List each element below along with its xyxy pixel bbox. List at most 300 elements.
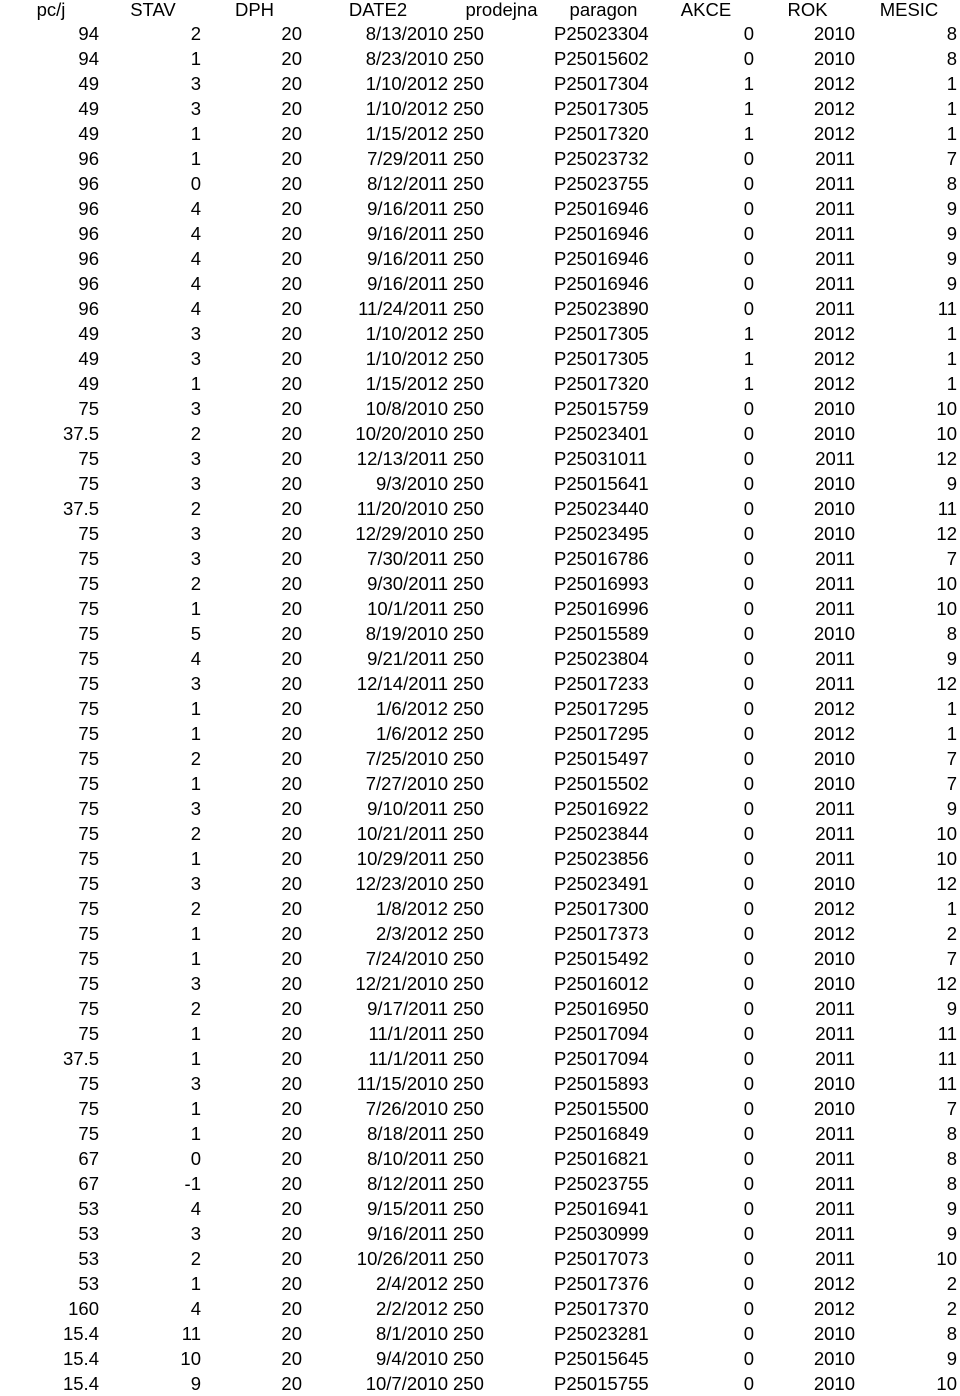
header-date2[interactable]: DATE2	[348, 0, 408, 20]
cell-stav[interactable]: 3	[190, 1223, 201, 1244]
cell-stav[interactable]: 11	[181, 1323, 201, 1344]
cell-dph[interactable]: 20	[281, 1273, 302, 1294]
cell-pcj[interactable]: 75	[78, 948, 99, 969]
cell-paragon[interactable]: P25031011	[554, 448, 648, 469]
cell-rok[interactable]: 2011	[815, 248, 855, 269]
cell-stav[interactable]: 1	[190, 848, 201, 869]
cell-paragon[interactable]: P25030999	[554, 1223, 649, 1244]
cell-akce[interactable]: 0	[743, 23, 754, 44]
cell-rok[interactable]: 2010	[813, 873, 855, 894]
cell-stav[interactable]: 3	[190, 523, 201, 544]
cell-date2[interactable]: 1/10/2012	[365, 323, 448, 344]
cell-paragon[interactable]: P25023732	[554, 148, 649, 169]
cell-pcj[interactable]: 75	[78, 923, 99, 944]
cell-pcj[interactable]: 96	[78, 198, 99, 219]
cell-mesic[interactable]: 8	[946, 1323, 957, 1344]
cell-dph[interactable]: 20	[281, 598, 302, 619]
cell-date2[interactable]: 2/4/2012	[375, 1273, 448, 1294]
cell-stav[interactable]: 1	[190, 948, 201, 969]
cell-dph[interactable]: 20	[281, 1348, 302, 1369]
cell-rok[interactable]: 2010	[813, 1348, 855, 1369]
cell-paragon[interactable]: P25015492	[554, 948, 649, 969]
cell-rok[interactable]: 2012	[813, 698, 855, 719]
cell-akce[interactable]: 0	[743, 298, 754, 319]
cell-paragon[interactable]: P25017233	[554, 673, 649, 694]
cell-dph[interactable]: 20	[281, 523, 302, 544]
cell-pcj[interactable]: 15.4	[62, 1373, 99, 1394]
cell-mesic[interactable]: 11	[937, 1048, 957, 1069]
cell-prodejna[interactable]: 250	[453, 1123, 484, 1144]
cell-date2[interactable]: 1/15/2012	[365, 123, 448, 144]
cell-paragon[interactable]: P25015645	[554, 1348, 649, 1369]
cell-prodejna[interactable]: 250	[453, 48, 484, 69]
cell-pcj[interactable]: 49	[78, 98, 99, 119]
cell-dph[interactable]: 20	[281, 1373, 302, 1394]
cell-mesic[interactable]: 9	[946, 273, 957, 294]
cell-paragon[interactable]: P25023755	[554, 1173, 649, 1194]
cell-akce[interactable]: 0	[743, 848, 754, 869]
cell-stav[interactable]: 0	[190, 173, 201, 194]
cell-dph[interactable]: 20	[281, 298, 302, 319]
cell-dph[interactable]: 20	[281, 923, 302, 944]
cell-dph[interactable]: 20	[281, 873, 302, 894]
cell-paragon[interactable]: P25016950	[554, 998, 649, 1019]
cell-paragon[interactable]: P25017373	[554, 923, 649, 944]
cell-rok[interactable]: 2010	[813, 48, 855, 69]
cell-pcj[interactable]: 49	[78, 323, 99, 344]
cell-date2[interactable]: 8/12/2011	[367, 1173, 448, 1194]
cell-stav[interactable]: 4	[190, 648, 201, 669]
cell-date2[interactable]: 12/13/2011	[356, 448, 448, 469]
cell-mesic[interactable]: 1	[946, 348, 957, 369]
cell-paragon[interactable]: P25023281	[554, 1323, 649, 1344]
cell-dph[interactable]: 20	[281, 1198, 302, 1219]
cell-paragon[interactable]: P25016786	[554, 548, 649, 569]
cell-mesic[interactable]: 8	[946, 23, 957, 44]
cell-date2[interactable]: 7/25/2010	[365, 748, 448, 769]
cell-mesic[interactable]: 2	[946, 923, 957, 944]
header-mesic[interactable]: MESIC	[879, 0, 939, 20]
cell-prodejna[interactable]: 250	[453, 148, 484, 169]
cell-prodejna[interactable]: 250	[453, 123, 484, 144]
cell-rok[interactable]: 2011	[815, 998, 855, 1019]
cell-stav[interactable]: 1	[190, 1273, 201, 1294]
cell-paragon[interactable]: P25016012	[554, 973, 649, 994]
cell-akce[interactable]: 0	[743, 1123, 754, 1144]
cell-rok[interactable]: 2012	[813, 1273, 855, 1294]
cell-mesic[interactable]: 7	[946, 948, 957, 969]
cell-date2[interactable]: 9/21/2011	[367, 648, 448, 669]
cell-rok[interactable]: 2012	[813, 923, 855, 944]
cell-stav[interactable]: 3	[190, 398, 201, 419]
cell-rok[interactable]: 2010	[813, 473, 855, 494]
cell-dph[interactable]: 20	[281, 448, 302, 469]
cell-akce[interactable]: 1	[743, 323, 754, 344]
cell-prodejna[interactable]: 250	[453, 948, 484, 969]
cell-pcj[interactable]: 53	[78, 1273, 99, 1294]
cell-mesic[interactable]: 12	[936, 673, 957, 694]
cell-date2[interactable]: 7/29/2011	[367, 148, 448, 169]
cell-mesic[interactable]: 9	[946, 1348, 957, 1369]
cell-date2[interactable]: 2/2/2012	[375, 1298, 448, 1319]
cell-dph[interactable]: 20	[281, 48, 302, 69]
cell-stav[interactable]: 1	[190, 123, 201, 144]
cell-mesic[interactable]: 1	[946, 323, 957, 344]
cell-mesic[interactable]: 1	[946, 373, 957, 394]
cell-prodejna[interactable]: 250	[453, 648, 484, 669]
cell-date2[interactable]: 9/16/2011	[367, 198, 448, 219]
cell-paragon[interactable]: P25016941	[554, 1198, 649, 1219]
cell-date2[interactable]: 8/13/2010	[365, 23, 448, 44]
cell-date2[interactable]: 7/24/2010	[365, 948, 448, 969]
cell-pcj[interactable]: 96	[78, 273, 99, 294]
cell-stav[interactable]: 2	[190, 998, 201, 1019]
cell-rok[interactable]: 2010	[813, 748, 855, 769]
cell-paragon[interactable]: P25016946	[554, 223, 649, 244]
cell-stav[interactable]: 4	[190, 248, 201, 269]
cell-akce[interactable]: 0	[743, 498, 754, 519]
cell-paragon[interactable]: P25023401	[554, 423, 649, 444]
cell-pcj[interactable]: 75	[78, 648, 99, 669]
cell-akce[interactable]: 0	[743, 1298, 754, 1319]
cell-date2[interactable]: 9/30/2011	[367, 573, 448, 594]
cell-mesic[interactable]: 9	[946, 198, 957, 219]
cell-date2[interactable]: 8/10/2011	[367, 1148, 448, 1169]
cell-paragon[interactable]: P25016946	[554, 198, 649, 219]
cell-rok[interactable]: 2011	[815, 198, 855, 219]
cell-dph[interactable]: 20	[281, 23, 302, 44]
header-akce[interactable]: AKCE	[680, 0, 732, 20]
cell-dph[interactable]: 20	[281, 173, 302, 194]
cell-dph[interactable]: 20	[281, 323, 302, 344]
cell-pcj[interactable]: 96	[78, 148, 99, 169]
cell-stav[interactable]: 2	[190, 423, 201, 444]
cell-paragon[interactable]: P25023844	[554, 823, 649, 844]
cell-akce[interactable]: 0	[743, 548, 754, 569]
cell-pcj[interactable]: 75	[78, 598, 99, 619]
cell-rok[interactable]: 2011	[815, 273, 855, 294]
cell-mesic[interactable]: 9	[946, 1223, 957, 1244]
cell-akce[interactable]: 0	[743, 598, 754, 619]
cell-date2[interactable]: 7/30/2011	[367, 548, 448, 569]
cell-rok[interactable]: 2012	[813, 723, 855, 744]
cell-akce[interactable]: 0	[743, 1048, 754, 1069]
cell-date2[interactable]: 12/23/2010	[355, 873, 448, 894]
cell-akce[interactable]: 0	[743, 873, 754, 894]
cell-prodejna[interactable]: 250	[453, 473, 484, 494]
cell-akce[interactable]: 0	[743, 923, 754, 944]
cell-stav[interactable]: 1	[190, 148, 201, 169]
cell-rok[interactable]: 2012	[813, 73, 855, 94]
cell-date2[interactable]: 10/20/2010	[355, 423, 448, 444]
cell-prodejna[interactable]: 250	[453, 623, 484, 644]
cell-stav[interactable]: 1	[190, 1023, 201, 1044]
cell-paragon[interactable]: P25017304	[554, 73, 649, 94]
cell-paragon[interactable]: P25015641	[554, 473, 649, 494]
cell-paragon[interactable]: P25015893	[554, 1073, 649, 1094]
cell-pcj[interactable]: 75	[78, 973, 99, 994]
cell-paragon[interactable]: P25015589	[554, 623, 649, 644]
cell-akce[interactable]: 0	[743, 1273, 754, 1294]
cell-dph[interactable]: 20	[281, 773, 302, 794]
cell-mesic[interactable]: 2	[946, 1273, 957, 1294]
cell-prodejna[interactable]: 250	[453, 1298, 484, 1319]
cell-paragon[interactable]: P25023491	[554, 873, 649, 894]
cell-pcj[interactable]: 49	[78, 373, 99, 394]
cell-akce[interactable]: 0	[743, 1248, 754, 1269]
cell-akce[interactable]: 0	[743, 973, 754, 994]
cell-rok[interactable]: 2011	[815, 298, 855, 319]
cell-akce[interactable]: 0	[743, 473, 754, 494]
cell-paragon[interactable]: P25017320	[554, 373, 649, 394]
cell-stav[interactable]: 3	[190, 448, 201, 469]
cell-dph[interactable]: 20	[281, 1323, 302, 1344]
cell-akce[interactable]: 0	[743, 823, 754, 844]
cell-akce[interactable]: 0	[743, 898, 754, 919]
cell-prodejna[interactable]: 250	[453, 248, 484, 269]
cell-mesic[interactable]: 9	[946, 223, 957, 244]
cell-paragon[interactable]: P25023755	[554, 173, 649, 194]
cell-date2[interactable]: 1/10/2012	[365, 73, 448, 94]
cell-rok[interactable]: 2011	[815, 673, 855, 694]
cell-dph[interactable]: 20	[281, 648, 302, 669]
cell-dph[interactable]: 20	[281, 1223, 302, 1244]
cell-pcj[interactable]: 75	[78, 523, 99, 544]
cell-paragon[interactable]: P25016849	[554, 1123, 649, 1144]
cell-rok[interactable]: 2011	[815, 848, 855, 869]
cell-date2[interactable]: 9/15/2011	[367, 1198, 448, 1219]
cell-stav[interactable]: 3	[190, 98, 201, 119]
cell-pcj[interactable]: 75	[78, 448, 99, 469]
cell-date2[interactable]: 9/16/2011	[367, 1223, 448, 1244]
cell-date2[interactable]: 10/26/2011	[356, 1248, 448, 1269]
cell-mesic[interactable]: 9	[946, 1198, 957, 1219]
cell-paragon[interactable]: P25017094	[554, 1023, 649, 1044]
cell-mesic[interactable]: 2	[946, 1298, 957, 1319]
cell-prodejna[interactable]: 250	[453, 273, 484, 294]
cell-mesic[interactable]: 8	[946, 1123, 957, 1144]
cell-pcj[interactable]: 75	[78, 998, 99, 1019]
header-dph[interactable]: DPH	[234, 0, 275, 20]
cell-akce[interactable]: 0	[743, 1198, 754, 1219]
cell-prodejna[interactable]: 250	[453, 1073, 484, 1094]
cell-paragon[interactable]: P25016993	[554, 573, 649, 594]
cell-prodejna[interactable]: 250	[453, 1173, 484, 1194]
cell-paragon[interactable]: P25023495	[554, 523, 649, 544]
cell-pcj[interactable]: 75	[78, 748, 99, 769]
cell-pcj[interactable]: 49	[78, 348, 99, 369]
cell-dph[interactable]: 20	[281, 398, 302, 419]
cell-akce[interactable]: 1	[743, 73, 754, 94]
cell-pcj[interactable]: 96	[78, 223, 99, 244]
cell-date2[interactable]: 12/21/2010	[355, 973, 448, 994]
cell-prodejna[interactable]: 250	[453, 673, 484, 694]
cell-mesic[interactable]: 11	[937, 498, 957, 519]
cell-date2[interactable]: 1/15/2012	[365, 373, 448, 394]
cell-akce[interactable]: 0	[743, 1348, 754, 1369]
cell-paragon[interactable]: P25017305	[554, 348, 649, 369]
cell-prodejna[interactable]: 250	[453, 323, 484, 344]
header-prodejna[interactable]: prodejna	[465, 0, 538, 20]
cell-prodejna[interactable]: 250	[453, 748, 484, 769]
cell-mesic[interactable]: 12	[936, 448, 957, 469]
cell-mesic[interactable]: 9	[946, 648, 957, 669]
cell-akce[interactable]: 0	[743, 523, 754, 544]
cell-mesic[interactable]: 8	[946, 1173, 957, 1194]
cell-date2[interactable]: 9/4/2010	[375, 1348, 448, 1369]
cell-dph[interactable]: 20	[281, 1248, 302, 1269]
cell-pcj[interactable]: 75	[78, 1023, 99, 1044]
header-pcj[interactable]: pc/j	[36, 0, 66, 20]
cell-dph[interactable]: 20	[281, 498, 302, 519]
cell-dph[interactable]: 20	[281, 973, 302, 994]
cell-date2[interactable]: 10/7/2010	[365, 1373, 448, 1394]
cell-dph[interactable]: 20	[281, 198, 302, 219]
cell-rok[interactable]: 2012	[813, 123, 855, 144]
cell-akce[interactable]: 0	[743, 1373, 754, 1394]
cell-akce[interactable]: 0	[743, 698, 754, 719]
cell-mesic[interactable]: 10	[936, 848, 957, 869]
cell-dph[interactable]: 20	[281, 273, 302, 294]
cell-paragon[interactable]: P25015502	[554, 773, 649, 794]
cell-prodejna[interactable]: 250	[453, 523, 484, 544]
cell-mesic[interactable]: 11	[937, 298, 957, 319]
cell-stav[interactable]: 1	[190, 1123, 201, 1144]
cell-pcj[interactable]: 75	[78, 823, 99, 844]
cell-paragon[interactable]: P25015500	[554, 1098, 649, 1119]
cell-prodejna[interactable]: 250	[453, 373, 484, 394]
cell-stav[interactable]: 2	[190, 748, 201, 769]
cell-paragon[interactable]: P25016946	[554, 248, 649, 269]
cell-pcj[interactable]: 75	[78, 1098, 99, 1119]
cell-dph[interactable]: 20	[281, 473, 302, 494]
cell-dph[interactable]: 20	[281, 1298, 302, 1319]
cell-rok[interactable]: 2011	[815, 1223, 855, 1244]
cell-date2[interactable]: 8/19/2010	[365, 623, 448, 644]
cell-akce[interactable]: 0	[743, 773, 754, 794]
cell-pcj[interactable]: 75	[78, 1073, 99, 1094]
cell-rok[interactable]: 2012	[813, 348, 855, 369]
cell-date2[interactable]: 2/3/2012	[375, 923, 448, 944]
cell-stav[interactable]: 4	[190, 1198, 201, 1219]
cell-dph[interactable]: 20	[281, 1148, 302, 1169]
cell-rok[interactable]: 2011	[815, 648, 855, 669]
cell-akce[interactable]: 0	[743, 1223, 754, 1244]
cell-pcj[interactable]: 37.5	[62, 498, 99, 519]
cell-stav[interactable]: 3	[190, 73, 201, 94]
cell-prodejna[interactable]: 250	[453, 73, 484, 94]
cell-akce[interactable]: 0	[743, 398, 754, 419]
cell-rok[interactable]: 2011	[815, 1248, 855, 1269]
cell-mesic[interactable]: 10	[936, 1248, 957, 1269]
cell-mesic[interactable]: 1	[946, 723, 957, 744]
cell-akce[interactable]: 0	[743, 623, 754, 644]
cell-pcj[interactable]: 75	[78, 623, 99, 644]
cell-akce[interactable]: 0	[743, 1098, 754, 1119]
cell-akce[interactable]: 0	[743, 1148, 754, 1169]
cell-date2[interactable]: 11/15/2010	[356, 1073, 448, 1094]
cell-rok[interactable]: 2011	[815, 148, 855, 169]
cell-paragon[interactable]: P25023804	[554, 648, 649, 669]
cell-stav[interactable]: 1	[190, 1098, 201, 1119]
cell-stav[interactable]: 3	[190, 798, 201, 819]
cell-stav[interactable]: 3	[190, 673, 201, 694]
cell-stav[interactable]: 4	[190, 1298, 201, 1319]
cell-date2[interactable]: 11/1/2011	[368, 1048, 448, 1069]
cell-stav[interactable]: 1	[190, 698, 201, 719]
cell-date2[interactable]: 9/17/2011	[367, 998, 448, 1019]
cell-pcj[interactable]: 75	[78, 473, 99, 494]
cell-pcj[interactable]: 67	[78, 1173, 99, 1194]
cell-rok[interactable]: 2011	[815, 573, 855, 594]
cell-stav[interactable]: 1	[190, 723, 201, 744]
cell-pcj[interactable]: 75	[78, 848, 99, 869]
cell-date2[interactable]: 12/14/2011	[356, 673, 448, 694]
cell-akce[interactable]: 0	[743, 648, 754, 669]
cell-stav[interactable]: 3	[190, 348, 201, 369]
cell-pcj[interactable]: 15.4	[62, 1348, 99, 1369]
cell-rok[interactable]: 2010	[813, 1098, 855, 1119]
cell-akce[interactable]: 0	[743, 998, 754, 1019]
cell-dph[interactable]: 20	[281, 998, 302, 1019]
cell-stav[interactable]: 4	[190, 223, 201, 244]
cell-dph[interactable]: 20	[281, 1023, 302, 1044]
cell-date2[interactable]: 7/27/2010	[365, 773, 448, 794]
cell-paragon[interactable]: P25017305	[554, 98, 649, 119]
cell-dph[interactable]: 20	[281, 898, 302, 919]
cell-paragon[interactable]: P25017320	[554, 123, 649, 144]
cell-akce[interactable]: 0	[743, 1323, 754, 1344]
cell-mesic[interactable]: 7	[946, 748, 957, 769]
cell-rok[interactable]: 2011	[815, 173, 855, 194]
cell-mesic[interactable]: 11	[937, 1023, 957, 1044]
cell-stav[interactable]: -1	[184, 1173, 201, 1194]
cell-pcj[interactable]: 75	[78, 548, 99, 569]
cell-pcj[interactable]: 94	[78, 48, 99, 69]
cell-akce[interactable]: 0	[743, 423, 754, 444]
cell-mesic[interactable]: 12	[936, 973, 957, 994]
cell-rok[interactable]: 2011	[815, 223, 855, 244]
cell-prodejna[interactable]: 250	[453, 798, 484, 819]
cell-stav[interactable]: 9	[190, 1373, 201, 1394]
cell-mesic[interactable]: 9	[946, 473, 957, 494]
cell-paragon[interactable]: P25023856	[554, 848, 649, 869]
cell-mesic[interactable]: 12	[936, 873, 957, 894]
cell-akce[interactable]: 1	[743, 98, 754, 119]
cell-prodejna[interactable]: 250	[453, 298, 484, 319]
cell-paragon[interactable]: P25023304	[554, 23, 649, 44]
cell-pcj[interactable]: 75	[78, 1123, 99, 1144]
cell-paragon[interactable]: P25015755	[554, 1373, 649, 1394]
cell-date2[interactable]: 9/16/2011	[367, 223, 448, 244]
cell-prodejna[interactable]: 250	[453, 998, 484, 1019]
cell-stav[interactable]: 5	[190, 623, 201, 644]
cell-stav[interactable]: 1	[190, 373, 201, 394]
cell-rok[interactable]: 2011	[815, 1173, 855, 1194]
cell-mesic[interactable]: 12	[936, 523, 957, 544]
cell-rok[interactable]: 2012	[813, 98, 855, 119]
cell-pcj[interactable]: 67	[78, 1148, 99, 1169]
cell-rok[interactable]: 2011	[815, 1123, 855, 1144]
cell-mesic[interactable]: 1	[946, 98, 957, 119]
cell-rok[interactable]: 2010	[813, 498, 855, 519]
cell-prodejna[interactable]: 250	[453, 898, 484, 919]
cell-stav[interactable]: 1	[190, 48, 201, 69]
cell-date2[interactable]: 1/10/2012	[365, 98, 448, 119]
cell-paragon[interactable]: P25017300	[554, 898, 649, 919]
cell-dph[interactable]: 20	[281, 148, 302, 169]
cell-pcj[interactable]: 94	[78, 23, 99, 44]
